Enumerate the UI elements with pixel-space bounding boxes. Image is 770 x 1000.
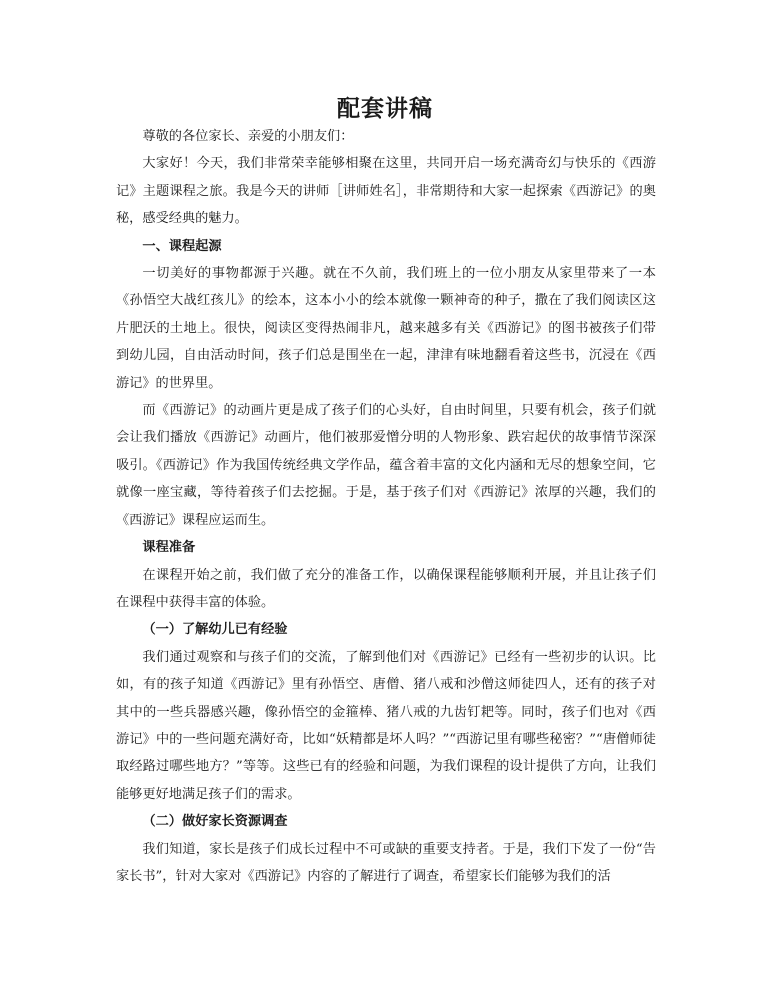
origin-paragraph-2: 而《西游记》的动画片更是成了孩子们的心头好，自由时间里，只要有机会，孩子们就会让我们播放《西游记》动画片，他们被那爱憎分明的人物形象、跌宕起伏的故事情节深深吸引。《西游记》作为我国传统经典文学作品，蕴含着丰富的文化内涵和无尽的想象空间，它就像一座宝藏，等待着孩子们去挖掘。于是，基于孩子们对《西游记》浓厚的兴趣，我们的《西游记》课程应运而生。 [116,403,656,528]
preparation-paragraph: 在课程开始之前，我们做了充分的准备工作，以确保课程能够顺利开展，并且让孩子们在课程中获得丰富的体验。 [116,567,656,610]
section-heading-origin: 一、课程起源 [142,238,222,254]
subheading-experience: （一）了解幼儿已有经验 [142,622,288,638]
document-body [116,123,656,890]
parent-survey-paragraph: 我们知道，家长是孩子们成长过程中不可或缺的重要支持者。于是，我们下发了一份“告家长书”，针对大家对《西游记》内容的了解进行了调查，希望家长们能够为我们的活 [116,841,656,884]
page-title: 配套讲稿 [337,95,433,122]
experience-paragraph: 我们通过观察和与孩子们的交流，了解到他们对《西游记》已经有一些初步的认识。比如，有的孩子知道《西游记》里有孙悟空、唐僧、猪八戒和沙僧这师徒四人，还有的孩子对其中的一些兵器感兴趣，像孙悟空的金箍棒、猪八戒的九齿钉耙等。同时，孩子们也对《西游记》中的一些问题充满好奇，比如“妖精都是坏人吗？”“西游记里有哪些秘密？”“唐僧师徒取经路过哪些地方？”等等。这些已有的经验和问题，为我们课程的设计提供了方向，让我们能够更好地满足孩子们的需求。 [116,649,656,802]
opening-paragraph: 大家好！今天，我们非常荣幸能够相聚在这里，共同开启一场充满奇幻与快乐的《西游记》主题课程之旅。我是今天的讲师［讲师姓名］，非常期待和大家一起探索《西游记》的奥秘，感受经典的魅力。 [116,156,656,227]
subheading-parent-survey: （二）做好家长资源调查 [142,814,288,830]
greeting-line: 尊敬的各位家长、亲爱的小朋友们： [142,129,354,144]
origin-paragraph-1: 一切美好的事物都源于兴趣。就在不久前，我们班上的一位小朋友从家里带来了一本《孙悟空大战红孩儿》的绘本，这本小小的绘本就像一颗神奇的种子，撒在了我们阅读区这片肥沃的土地上。很快，阅读区变得热闹非凡，越来越多有关《西游记》的图书被孩子们带到幼儿园，自由活动时间，孩子们总是围坐在一起，津津有味地翻看着这些书，沉浸在《西游记》的世界里。 [116,266,656,391]
section-heading-preparation: 课程准备 [142,540,196,556]
